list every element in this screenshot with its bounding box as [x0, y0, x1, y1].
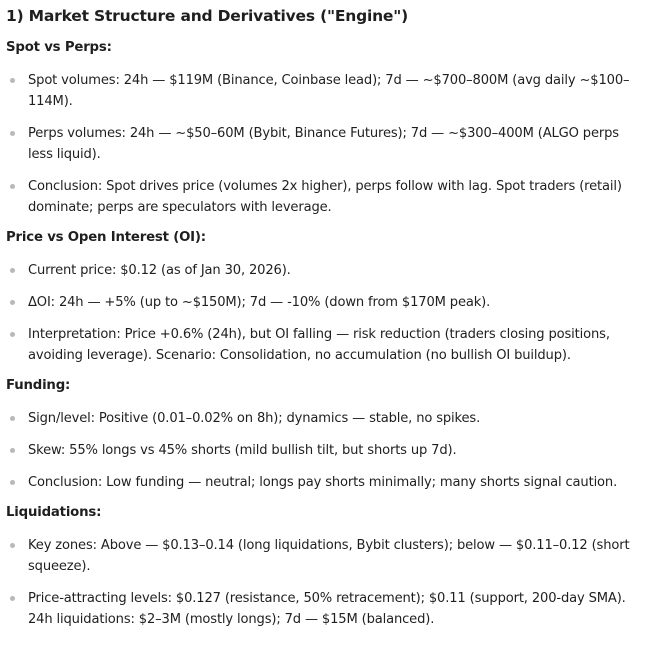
section-heading-liquidations: Liquidations:: [6, 505, 102, 520]
list-item: [6, 324, 646, 366]
list-item-text: Spot volumes: 24h — $119M (Binance, Coinbase lead); 7d — ~$700–800M (avg daily ~$100–114M).: [28, 73, 630, 109]
list-item-text: Key zones: Above — $0.13–0.14 (long liquidations, Bybit clusters); below — $0.11–0.12 (short squeeze).: [28, 538, 630, 574]
list-item-text: ΔOI: 24h — +5% (up to ~$150M); 7d — -10% (down from $170M peak).: [28, 295, 491, 310]
list-item-text: Current price: $0.12 (as of Jan 30, 2026).: [28, 263, 291, 278]
list-item: [6, 70, 646, 112]
list-item-text: Sign/level: Positive (0.01–0.02% on 8h); dynamics — stable, no spikes.: [28, 411, 481, 426]
bullet-icon: [10, 300, 15, 305]
list-item: [6, 260, 646, 281]
section-heading-price-vs-oi: Price vs Open Interest (OI):: [6, 230, 206, 245]
list-item: [6, 440, 646, 461]
bullet-icon: [10, 268, 15, 273]
list-item-text: Skew: 55% longs vs 45% shorts (mild bullish tilt, but shorts up 7d).: [28, 443, 457, 458]
list-item: [6, 123, 646, 165]
list-item: [6, 292, 646, 313]
list-item: [6, 176, 646, 218]
list-item-text: Price-attracting levels: $0.127 (resistance, 50% retracement); $0.11 (support, 200-day SMA). 24h liquidations: $2–3M (mostly longs); 7d — $15M (balanced).: [28, 591, 626, 627]
section-heading-funding: Funding:: [6, 378, 71, 393]
bullet-icon: [10, 448, 15, 453]
list-item: [6, 535, 646, 577]
list-item-text: Perps volumes: 24h — ~$50–60M (Bybit, Binance Futures); 7d — ~$300–400M (ALGO perps less liquid).: [28, 126, 619, 162]
document-title: 1) Market Structure and Derivatives ("Engine"): [6, 7, 408, 25]
bullet-icon: [10, 131, 15, 136]
list-item-text: Interpretation: Price +0.6% (24h), but OI falling — risk reduction (traders closing positions, avoiding leverage). Scenario: Consolidation, no accumulation (no bullish OI buildup).: [28, 327, 610, 363]
section-list-funding: [6, 408, 670, 493]
bullet-icon: [10, 332, 15, 337]
list-item: [6, 408, 646, 429]
bullet-icon: [10, 78, 15, 83]
section-list-liquidations: [6, 535, 670, 630]
list-item-text: Conclusion: Low funding — neutral; longs pay shorts minimally; many shorts signal caution.: [28, 475, 618, 490]
bullet-icon: [10, 480, 15, 485]
list-item: [6, 472, 646, 493]
bullet-icon: [10, 596, 15, 601]
bullet-icon: [10, 416, 15, 421]
section-list-price-vs-oi: [6, 260, 670, 366]
list-item: [6, 588, 646, 630]
bullet-icon: [10, 543, 15, 548]
section-heading-spot-vs-perps: Spot vs Perps:: [6, 40, 112, 55]
section-list-spot-vs-perps: [6, 70, 670, 218]
list-item-text: Conclusion: Spot drives price (volumes 2x higher), perps follow with lag. Spot traders (retail) dominate; perps are speculators with leverage.: [28, 179, 622, 215]
bullet-icon: [10, 184, 15, 189]
